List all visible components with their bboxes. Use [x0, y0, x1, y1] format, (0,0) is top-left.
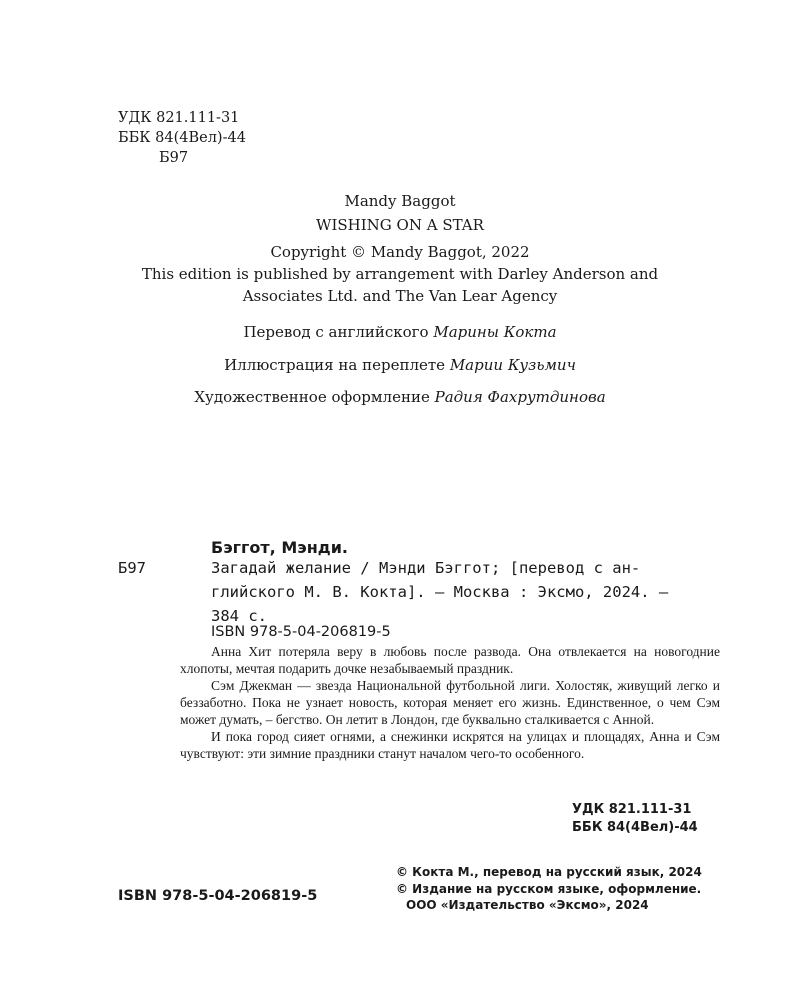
- udk-code: УДК 821.111-31: [118, 110, 240, 126]
- catalog-code: Б97: [118, 559, 146, 577]
- copyright-line-2: This edition is published by arrangement with Darley Anderson and: [141, 265, 659, 283]
- copyright-line-3: Associates Ltd. and The Van Lear Agency: [242, 287, 558, 305]
- catalog-line: глийского М. В. Кокта]. — Москва : Эксмо, 2024. —: [211, 583, 669, 601]
- design-credit: [100, 386, 700, 408]
- bbk-code-bottom: ББК 84(4Вел)-44: [572, 820, 698, 835]
- illustration-label: Иллюстрация на переплете: [224, 356, 446, 374]
- copyright-edition: © Издание на русском языке, оформление.: [396, 881, 702, 896]
- author-sign-code: Б97: [159, 150, 189, 166]
- copyright-line-1: Copyright © Mandy Baggot, 2022: [270, 243, 530, 261]
- udk-code-bottom: УДК 821.111-31: [572, 802, 692, 817]
- annotation-paragraph: И пока город сияет огнями, а снежинки искрятся на улицах и площадях, Анна и Сэм чувствуют: эти зимние праздники станут началом чего-то особенного.: [180, 729, 720, 761]
- translation-credit: [100, 321, 700, 343]
- translation-label: Перевод с английского: [243, 323, 429, 341]
- annotation-paragraph: Сэм Джекман — звезда Национальной футбольной лиги. Холостяк, живущий легко и беззаботно. Пока не узнает новость, которая меняет его жизнь. Единственное, о чем Сэм может думать, – бегство. Он летит в Лондон, где буквально сталкивается с Анной.: [180, 678, 720, 727]
- copyright-translation: © Кокта М., перевод на русский язык, 2024: [396, 865, 702, 879]
- copyright-publisher: ООО «Издательство «Эксмо», 2024: [406, 898, 649, 912]
- russian-copyright: [396, 864, 702, 914]
- catalog-entry: [211, 556, 731, 628]
- catalog-line: Загадай желание / Мэнди Бэггот; [перевод с ан-: [211, 559, 641, 577]
- annotation: [180, 643, 720, 762]
- translator-name: Марины Кокта: [433, 323, 557, 341]
- original-author: Mandy Baggot: [344, 192, 456, 210]
- catalog-line: 384 с.: [211, 607, 267, 625]
- catalog-isbn: ISBN 978-5-04-206819-5: [211, 624, 391, 640]
- copyright-block: [100, 241, 700, 307]
- catalog-author: Бэггот, Мэнди.: [211, 538, 348, 557]
- classification-codes: [118, 108, 246, 168]
- classification-codes-bottom: [572, 801, 698, 837]
- original-title: WISHING ON A STAR: [316, 216, 484, 234]
- bbk-code: ББК 84(4Вел)-44: [118, 130, 246, 146]
- annotation-paragraph: Анна Хит потеряла веру в любовь после развода. Она отвлекается на новогодние хлопоты, мечтая подарить дочке незабываемый праздник.: [180, 644, 720, 676]
- designer-name: Радия Фахрутдинова: [434, 388, 606, 406]
- illustrator-name: Марии Кузьмич: [449, 356, 576, 374]
- design-label: Художественное оформление: [194, 388, 430, 406]
- illustration-credit: [100, 354, 700, 376]
- isbn-bottom: ISBN 978-5-04-206819-5: [118, 888, 318, 904]
